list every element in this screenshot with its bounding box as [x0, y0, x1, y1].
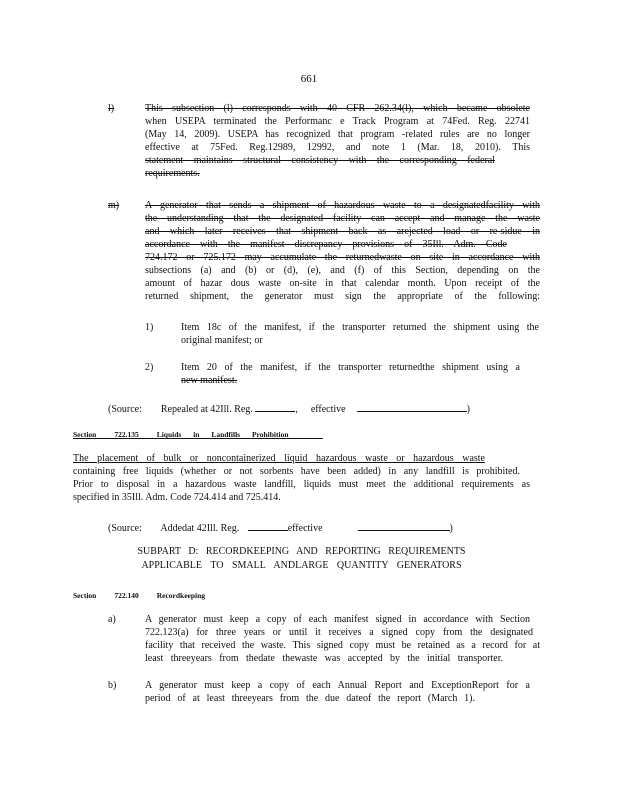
section-135-line: The placement of bulk or noncontainerized liquid hazardous waste or hazardous waste	[73, 453, 485, 464]
effective-label: effective	[287, 523, 323, 534]
source-note-repealed: (Source: Repealed at 42Ill. Reg. , effective )	[108, 401, 488, 414]
item-a-line: A generator must keep a copy of each manifest signed in accordance with Section	[145, 614, 530, 625]
item-m-line: returned shipment, the generator must sign the appropriate of the following:	[145, 291, 540, 302]
section-title: Liquids in Landfills Prohibition	[156, 430, 289, 439]
subitem-2-line: new manifest.	[181, 375, 238, 386]
item-b-line: period of at least threeyears from the due dateof the report (March 1).	[145, 693, 475, 704]
source-note-added	[108, 520, 488, 533]
item-m-line: the understanding that the designated facility can accept and manage the waste	[145, 213, 540, 224]
item-a-line: facility that received the waste. This signed copy must be retained as a record for at	[145, 640, 540, 651]
item-l-line: statement maintains structural consistency with the corresponding federal	[145, 155, 495, 166]
item-a-line: least threeyears from thedate thewaste was accepted by the initial transporter.	[145, 653, 503, 664]
item-a-label: a)	[108, 614, 116, 625]
subpart-heading	[73, 545, 530, 572]
section-underline	[73, 438, 323, 439]
reg-blank	[255, 401, 295, 412]
item-b-line: A generator must keep a copy of each Annual Report and ExceptionReport for a	[145, 680, 530, 691]
item-m-line: accordance with the manifest discrepancy provisions of 35Ill. Adm. Code	[145, 239, 507, 250]
subitem-1-line: Item 18c of the manifest, if the transporter returned the shipment using the	[181, 322, 539, 333]
item-l-line: This subsection (l) corresponds with 40 CFR 262.34(l), which became obsolete	[145, 103, 530, 114]
subpart-line-1: SUBPART D: RECORDKEEPING AND REPORTING REQUIREMENTS	[137, 546, 466, 557]
item-l-line: (May 14, 2009). USEPA has recognized that program -related rules are no longer	[145, 129, 530, 140]
source-text: Repealed at 42Ill. Reg.	[160, 404, 253, 415]
page-number: 661	[300, 73, 318, 85]
section-number: 722.140	[114, 591, 139, 600]
effective-blank	[358, 520, 450, 531]
section-label: Section	[73, 430, 97, 439]
subitem-1-text	[181, 321, 539, 347]
item-m-line: subsections (a) and (b) or (d), (e), and (f) of this Section, depending on the	[145, 265, 540, 276]
source-open: (Source:	[108, 523, 142, 534]
subitem-1-label: 1)	[145, 322, 154, 333]
section-135-text	[73, 452, 530, 504]
section-title: Recordkeeping	[156, 591, 206, 600]
item-m-line: and which later receives that shipment back as arejected load or re-sidue in	[145, 226, 540, 237]
source-text: Addedat 42Ill. Reg.	[160, 523, 240, 534]
effective-blank	[357, 401, 467, 412]
effective-label: effective	[310, 404, 346, 415]
subpart-line-2: APPLICABLE TO SMALL ANDLARGE QUANTITY GENERATORS	[141, 560, 462, 571]
item-a-text	[145, 613, 540, 665]
reg-blank	[248, 520, 288, 531]
item-m-text	[145, 199, 540, 303]
subitem-2-line: Item 20 of the manifest, if the transporter returnedthe shipment using a	[181, 362, 520, 373]
section-135-heading	[73, 428, 307, 441]
source-open: (Source:	[108, 404, 142, 415]
item-b-text	[145, 679, 530, 705]
item-l-line: effective at 75Fed. Reg.12989, 12992, and note 1 (Mar. 18, 2010). This	[145, 142, 530, 153]
item-l-label: l)	[108, 103, 115, 114]
item-m-line: A generator that sends a shipment of hazardous waste to a designatedfacility with	[145, 200, 540, 211]
section-label: Section	[73, 591, 97, 600]
item-m-line: 724.172 or 725.172 may accumulate the returnedwaste on site in accordance with	[145, 252, 540, 263]
section-140-heading	[73, 589, 223, 602]
item-l-line: when USEPA terminated the Performanc e Track Program at 74Fed. Reg. 22741	[145, 116, 530, 127]
subitem-1-line: original manifest; or	[181, 335, 263, 346]
source-close: )	[466, 404, 470, 415]
section-135-line: specified in 35Ill. Adm. Code 724.414 and 725.414.	[73, 492, 281, 503]
subitem-2-text	[181, 361, 520, 387]
item-l-line: requirements.	[145, 168, 200, 179]
item-a-line: 722.123(a) for three years or until it receives a signed copy from the designated	[145, 627, 533, 638]
item-b-label: b)	[108, 680, 117, 691]
item-m-label: m)	[108, 200, 120, 211]
section-135-line: Prior to disposal in a hazardous waste landfill, liquids must meet the additional requirements as	[73, 479, 530, 490]
item-m-line: amount of hazar dous waste on-site in that calendar month. Upon receipt of the	[145, 278, 540, 289]
item-l-text	[145, 102, 530, 180]
source-close: )	[449, 523, 453, 534]
section-number: 722.135	[114, 430, 139, 439]
section-135-line: containing free liquids (whether or not sorbents have been added) in any landfill is prohibited.	[73, 466, 520, 477]
subitem-2-label: 2)	[145, 362, 154, 373]
